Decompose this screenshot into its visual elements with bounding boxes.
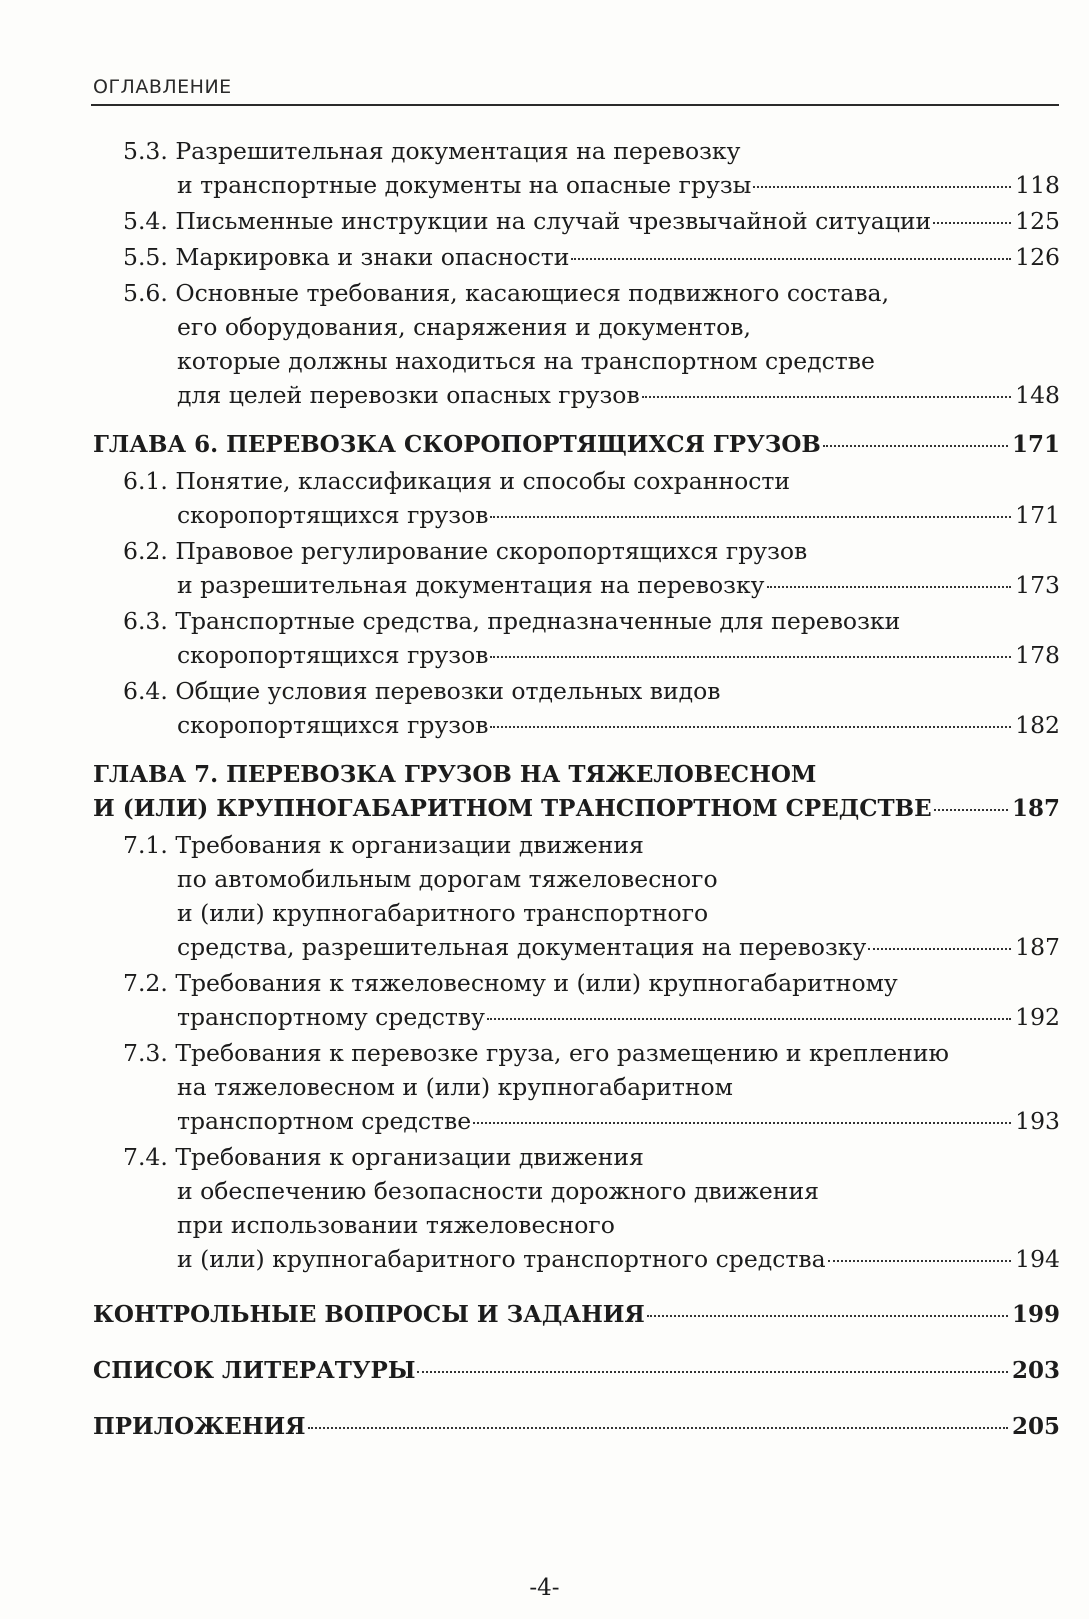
toc-entry-text: скоропортящихся грузов — [177, 501, 489, 529]
toc-line — [93, 240, 1060, 274]
toc-entry-text: ГЛАВА 7. ПЕРЕВОЗКА ГРУЗОВ НА ТЯЖЕЛОВЕСНОМ — [93, 761, 817, 788]
toc-page-number: 193 — [1015, 1107, 1060, 1135]
toc-entry-text: ГЛАВА 6. ПЕРЕВОЗКА СКОРОПОРТЯЩИХСЯ ГРУЗОВ — [93, 431, 821, 458]
dot-leader — [490, 656, 1011, 658]
toc-line — [93, 896, 1060, 930]
dot-leader — [487, 1018, 1011, 1020]
toc-chapter-entry[interactable] — [93, 1354, 1060, 1388]
dot-leader — [933, 222, 1011, 224]
toc-page-number: 178 — [1015, 641, 1060, 669]
toc-page-number: 118 — [1015, 171, 1060, 199]
toc-page-number: 203 — [1011, 1357, 1060, 1384]
toc-section-entry[interactable] — [93, 1140, 1060, 1276]
toc-line — [93, 428, 1060, 462]
toc-line — [93, 464, 1060, 498]
toc-line — [93, 1208, 1060, 1242]
toc-page-number: 205 — [1011, 1413, 1060, 1440]
entry-gap — [93, 412, 1060, 428]
toc-section-entry[interactable] — [93, 204, 1060, 238]
entry-gap — [93, 742, 1060, 758]
toc-line — [93, 1036, 1060, 1070]
entry-gap — [93, 1332, 1060, 1354]
toc-line — [93, 758, 1060, 792]
dot-leader — [642, 396, 1011, 398]
toc-line — [93, 1354, 1060, 1388]
toc-section-entry[interactable] — [93, 828, 1060, 964]
toc-entry-text: 7.3. Требования к перевозке груза, его размещению и креплению — [123, 1039, 949, 1067]
dot-leader — [473, 1122, 1011, 1124]
toc-entry-text: 6.3. Транспортные средства, предназначенные для перевозки — [123, 607, 901, 635]
toc-section-entry[interactable] — [93, 464, 1060, 532]
dot-leader — [417, 1371, 1008, 1373]
dot-leader — [490, 516, 1011, 518]
toc-entry-text: 5.4. Письменные инструкции на случай чрезвычайной ситуации — [123, 207, 932, 235]
toc-line — [93, 708, 1060, 742]
toc-entry-text: КОНТРОЛЬНЫЕ ВОПРОСЫ И ЗАДАНИЯ — [93, 1301, 645, 1328]
toc-entry-text: по автомобильным дорогам тяжеловесного — [177, 865, 718, 893]
toc-section-entry[interactable] — [93, 966, 1060, 1034]
toc-line — [93, 1140, 1060, 1174]
toc-entry-text: 5.5. Маркировка и знаки опасности — [123, 243, 570, 271]
toc-page-number: 125 — [1015, 207, 1060, 235]
toc-line — [93, 1174, 1060, 1208]
toc-chapter-entry[interactable] — [93, 1410, 1060, 1444]
toc-entry-text: для целей перевозки опасных грузов — [177, 381, 640, 409]
toc-entry-text: 7.2. Требования к тяжеловесному и (или) крупногабаритному — [123, 969, 898, 997]
dot-leader — [490, 726, 1011, 728]
toc-chapter-entry[interactable] — [93, 428, 1060, 462]
toc-page-number: 173 — [1015, 571, 1060, 599]
toc-entry-text: 6.1. Понятие, классификация и способы сохранности — [123, 467, 791, 495]
toc-line — [93, 498, 1060, 532]
toc-page-number: 126 — [1015, 243, 1060, 271]
toc-line — [93, 276, 1060, 310]
table-of-contents — [93, 134, 1060, 1444]
toc-page-number: 192 — [1015, 1003, 1060, 1031]
toc-entry-text: его оборудования, снаряжения и документов, — [177, 313, 751, 341]
toc-page-number: 187 — [1015, 933, 1060, 961]
toc-entry-text: и обеспечению безопасности дорожного движения — [177, 1177, 819, 1205]
toc-entry-text: 5.6. Основные требования, касающиеся подвижного состава, — [123, 279, 890, 307]
toc-line — [93, 828, 1060, 862]
toc-line — [93, 604, 1060, 638]
toc-line — [93, 930, 1060, 964]
toc-entry-text: и разрешительная документация на перевозку — [177, 571, 765, 599]
dot-leader — [753, 186, 1011, 188]
toc-entry-text: и (или) крупногабаритного транспортного средства — [177, 1245, 826, 1273]
toc-line — [93, 1000, 1060, 1034]
entry-gap — [93, 1388, 1060, 1410]
toc-page-number: 194 — [1015, 1245, 1060, 1273]
entry-gap — [93, 1276, 1060, 1298]
dot-leader — [308, 1427, 1008, 1429]
toc-line — [93, 674, 1060, 708]
toc-line — [93, 534, 1060, 568]
dot-leader — [571, 258, 1011, 260]
toc-line — [93, 378, 1060, 412]
toc-entry-text: транспортному средству — [177, 1003, 485, 1031]
toc-page-number: 182 — [1015, 711, 1060, 739]
toc-line — [93, 568, 1060, 602]
dot-leader — [767, 586, 1012, 588]
toc-entry-text: 5.3. Разрешительная документация на перевозку — [123, 137, 741, 165]
toc-entry-text: средства, разрешительная документация на перевозку — [177, 933, 867, 961]
toc-line — [93, 168, 1060, 202]
toc-entry-text: на тяжеловесном и (или) крупногабаритном — [177, 1073, 733, 1101]
toc-entry-text: и (или) крупногабаритного транспортного — [177, 899, 709, 927]
dot-leader — [934, 809, 1008, 811]
toc-section-entry[interactable] — [93, 534, 1060, 602]
toc-entry-text: скоропортящихся грузов — [177, 711, 489, 739]
toc-line — [93, 792, 1060, 826]
toc-line — [93, 638, 1060, 672]
toc-entry-text: скоропортящихся грузов — [177, 641, 489, 669]
toc-section-entry[interactable] — [93, 674, 1060, 742]
toc-chapter-entry[interactable] — [93, 758, 1060, 826]
toc-line — [93, 1070, 1060, 1104]
toc-entry-text: при использовании тяжеловесного — [177, 1211, 615, 1239]
toc-entry-text: СПИСОК ЛИТЕРАТУРЫ — [93, 1357, 416, 1384]
toc-entry-text: и транспортные документы на опасные грузы — [177, 171, 752, 199]
toc-line — [93, 862, 1060, 896]
toc-page-number: 199 — [1011, 1301, 1060, 1328]
running-header: ОГЛАВЛЕНИЕ — [93, 76, 232, 98]
toc-entry-text: И (ИЛИ) КРУПНОГАБАРИТНОМ ТРАНСПОРТНОМ СРЕДСТВЕ — [93, 795, 932, 822]
toc-section-entry[interactable] — [93, 240, 1060, 274]
toc-entry-text: 7.1. Требования к организации движения — [123, 831, 644, 859]
toc-line — [93, 344, 1060, 378]
toc-entry-text: ПРИЛОЖЕНИЯ — [93, 1413, 306, 1440]
toc-line — [93, 1242, 1060, 1276]
toc-entry-text: 6.4. Общие условия перевозки отдельных видов — [123, 677, 721, 705]
dot-leader — [868, 948, 1011, 950]
toc-entry-text: 7.4. Требования к организации движения — [123, 1143, 644, 1171]
toc-page-number: 171 — [1015, 501, 1060, 529]
toc-line — [93, 310, 1060, 344]
toc-page-number: 148 — [1015, 381, 1060, 409]
toc-entry-text: 6.2. Правовое регулирование скоропортящихся грузов — [123, 537, 808, 565]
toc-line — [93, 966, 1060, 1000]
toc-section-entry[interactable] — [93, 1036, 1060, 1138]
dot-leader — [647, 1315, 1008, 1317]
toc-line — [93, 1298, 1060, 1332]
header-rule — [91, 104, 1059, 106]
toc-entry-text: которые должны находиться на транспортном средстве — [177, 347, 875, 375]
dot-leader — [828, 1260, 1012, 1262]
toc-section-entry[interactable] — [93, 276, 1060, 412]
toc-section-entry[interactable] — [93, 604, 1060, 672]
toc-line — [93, 204, 1060, 238]
toc-line — [93, 134, 1060, 168]
page-number: -4- — [529, 1575, 560, 1601]
dot-leader — [823, 445, 1008, 447]
toc-section-entry[interactable] — [93, 134, 1060, 202]
toc-page-number: 187 — [1011, 795, 1060, 822]
toc-page-number: 171 — [1011, 431, 1060, 458]
toc-entry-text: транспортном средстве — [177, 1107, 472, 1135]
toc-chapter-entry[interactable] — [93, 1298, 1060, 1332]
toc-line — [93, 1104, 1060, 1138]
toc-line — [93, 1410, 1060, 1444]
